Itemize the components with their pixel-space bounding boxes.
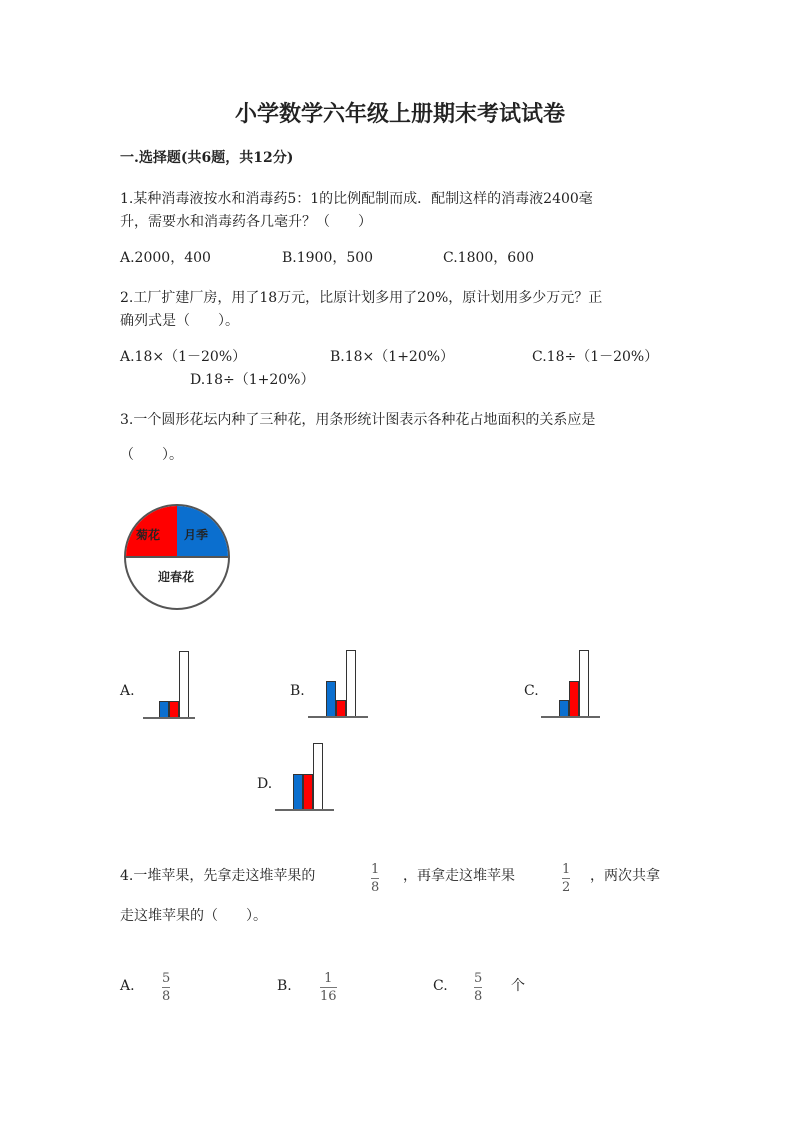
- q2-option-d: D.18÷（1+20%）: [190, 372, 315, 388]
- section-heading: 一.选择题(共6题，共12分): [120, 150, 294, 166]
- chart-baseline: [541, 716, 600, 718]
- q4-option-a-label: A.: [120, 978, 135, 994]
- chrysanthemum-bar: [336, 700, 346, 717]
- q4-option-b-label: B.: [277, 978, 292, 994]
- q4-option-b-fraction: [320, 971, 337, 1004]
- denominator: 16: [320, 989, 337, 1004]
- denominator: 2: [562, 880, 571, 895]
- chart-baseline: [143, 717, 195, 719]
- denominator: 8: [371, 880, 380, 895]
- numerator: 1: [371, 862, 380, 877]
- denominator: 8: [162, 989, 171, 1004]
- numerator: 1: [562, 862, 571, 877]
- q4-fraction-1: [371, 862, 379, 895]
- flowerbed-pie-diagram: [124, 504, 230, 610]
- q3-option-b-label: B.: [290, 683, 305, 699]
- chrysanthemum-bar: [169, 701, 179, 718]
- rose-bar: [293, 774, 303, 810]
- q3-option-b-chart: [308, 638, 368, 718]
- q4-text-line2: 走这堆苹果的（ ）。: [120, 908, 267, 924]
- chart-baseline: [275, 809, 334, 811]
- q4-option-c-label: C.: [433, 978, 448, 994]
- q3-text-line1: 3.一个圆形花坛内种了三种花，用条形统计图表示各种花占地面积的关系应是: [120, 412, 596, 428]
- chart-baseline: [308, 716, 368, 718]
- chrysanthemum-bar: [569, 681, 579, 717]
- q4-text-part3: ，两次共拿: [590, 868, 660, 884]
- q1-text-line1: 1.某种消毒液按水和消毒药5：1的比例配制而成．配制这样的消毒液2400毫: [120, 191, 593, 207]
- q4-option-a-fraction: [162, 971, 170, 1004]
- denominator: 8: [474, 989, 483, 1004]
- jasmine-bar: [346, 650, 356, 717]
- q3-option-a-chart: [143, 639, 195, 719]
- numerator: 5: [162, 971, 171, 986]
- numerator: 1: [324, 971, 333, 986]
- q3-option-d-label: D.: [257, 776, 273, 792]
- chrysanthemum-bar: [303, 774, 313, 810]
- q2-option-b: B.18×（1+20%）: [330, 349, 455, 365]
- q3-option-c-label: C.: [524, 683, 539, 699]
- rose-bar: [326, 681, 336, 717]
- q3-option-c-chart: [541, 638, 600, 718]
- jasmine-bar: [179, 651, 189, 718]
- q3-text-line2: （ ）。: [120, 447, 183, 463]
- q2-text-line1: 2.工厂扩建厂房，用了18万元，比原计划多用了20%，原计划用多少万元？正: [120, 290, 603, 306]
- q4-text-part1: 4.一堆苹果，先拿走这堆苹果的: [120, 868, 316, 884]
- pie-label-rose: 月季: [184, 528, 209, 542]
- q4-text-part2: ，再拿走这堆苹果: [403, 868, 515, 884]
- q2-option-c: C.18÷（1－20%）: [532, 349, 659, 365]
- q1-text-line2: 升，需要水和消毒药各几毫升？（ ）: [120, 214, 372, 230]
- q3-option-d-chart: [275, 731, 334, 811]
- page-title: 小学数学六年级上册期末考试试卷: [234, 101, 565, 127]
- jasmine-bar: [579, 650, 589, 717]
- q3-option-a-label: A.: [120, 683, 135, 699]
- pie-divider: [126, 556, 228, 558]
- q2-option-a: A.18×（1－20%）: [120, 349, 247, 365]
- pie-label-chrysanthemum: 菊花: [136, 528, 161, 542]
- q1-option-b: B.1900，500: [282, 250, 374, 266]
- pie-label-jasmine: 迎春花: [158, 570, 195, 584]
- rose-bar: [159, 701, 169, 718]
- numerator: 5: [474, 971, 483, 986]
- rose-bar: [559, 700, 569, 717]
- jasmine-bar: [313, 743, 323, 810]
- q1-option-a: A.2000，400: [120, 250, 211, 266]
- q4-option-c-suffix: 个: [511, 978, 525, 994]
- q4-fraction-2: [562, 862, 570, 895]
- q2-text-line2: 确列式是（ ）。: [120, 313, 239, 329]
- q4-option-c-fraction: [474, 971, 482, 1004]
- q1-option-c: C.1800，600: [443, 250, 535, 266]
